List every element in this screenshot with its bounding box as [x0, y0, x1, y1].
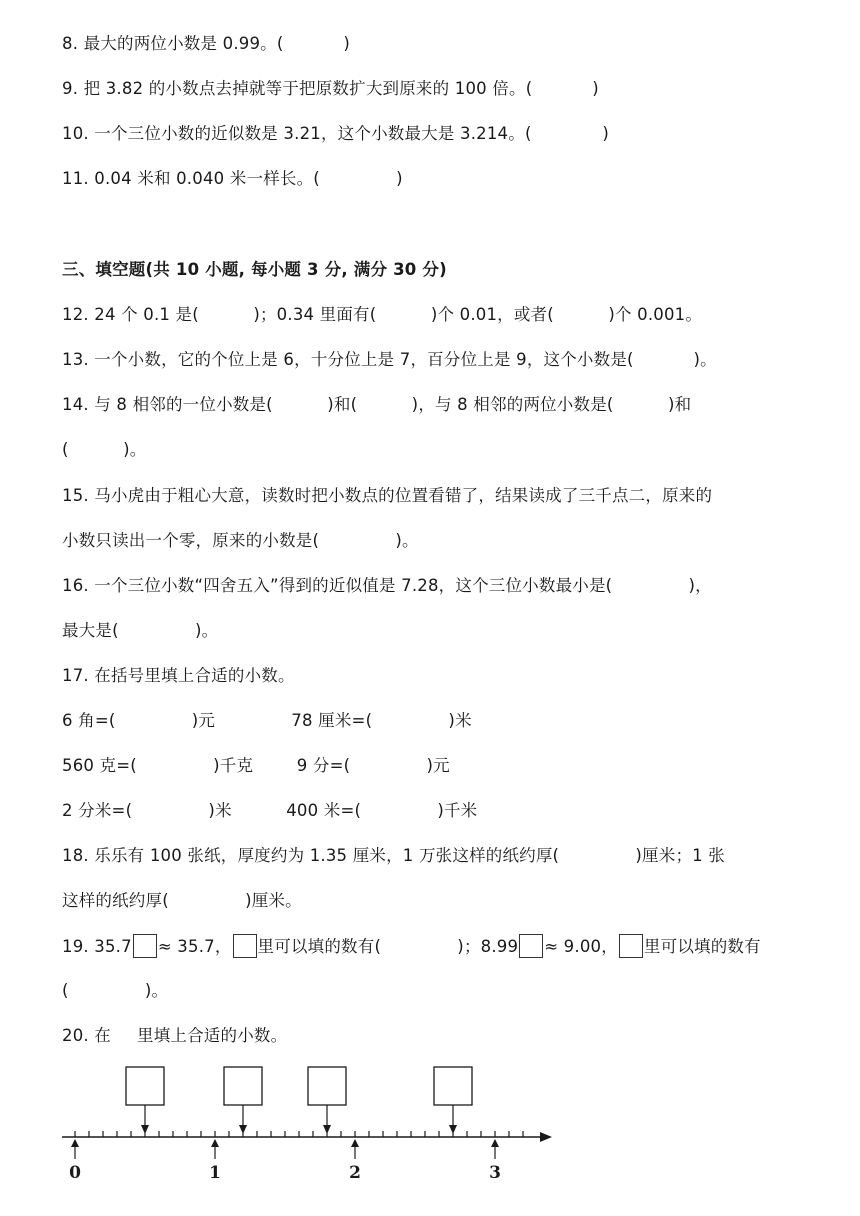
question-17-title: 17. 在括号里填上合适的小数。 — [62, 666, 295, 685]
integer-marker-arrowhead — [211, 1139, 219, 1147]
integer-marker-arrowhead — [71, 1139, 79, 1147]
question-15-line-1: 15. 马小虎由于粗心大意，读数时把小数点的位置看错了，结果读成了三千点二，原来的 — [62, 486, 713, 505]
number-line-arrowhead — [540, 1132, 552, 1142]
question-15-line-2: 小数只读出一个零，原来的小数是( )。 — [62, 531, 419, 550]
pointer-arrowhead — [239, 1125, 247, 1134]
q19-part-e: 里可以填的数有 — [643, 937, 761, 956]
answer-box-on-number-line — [126, 1067, 164, 1105]
pointer-arrowhead — [323, 1125, 331, 1134]
question-18-line-1: 18. 乐乐有 100 张纸，厚度约为 1.35 厘米，1 万张这样的纸约厚( )厘米；1 张 — [62, 846, 725, 865]
q19-part-a: 19. 35.7 — [62, 937, 132, 956]
pointer-arrowhead — [141, 1125, 149, 1134]
question-11: 11. 0.04 米和 0.040 米一样长。( ) — [62, 169, 403, 188]
q19-part-c: 里可以填的数有( )；8.99 — [257, 937, 519, 956]
pointer-arrowhead — [449, 1125, 457, 1134]
q20-part-b: 里填上合适的小数。 — [137, 1026, 288, 1045]
question-9: 9. 把 3.82 的小数点去掉就等于把原数扩大到原来的 100 倍。( ) — [62, 79, 599, 98]
number-line-label: 2 — [349, 1163, 361, 1183]
answer-box-on-number-line — [308, 1067, 346, 1105]
question-16-line-1: 16. 一个三位小数“四舍五入”得到的近似值是 7.28，这个三位小数最小是( )， — [62, 576, 712, 595]
answer-box-on-number-line — [224, 1067, 262, 1105]
question-14-line-2: ( )。 — [62, 440, 147, 459]
integer-marker-arrowhead — [491, 1139, 499, 1147]
question-16-line-2: 最大是( )。 — [62, 621, 219, 640]
question-12: 12. 24 个 0.1 是( )；0.34 里面有( )个 0.01，或者( )个 0.001。 — [62, 305, 703, 324]
question-17-row-3: 2 分米=( )米 400 米=( )千米 — [62, 801, 478, 820]
section-3-heading: 三、填空题(共 10 小题, 每小题 3 分, 满分 30 分) — [62, 260, 447, 279]
answer-box-on-number-line — [434, 1067, 472, 1105]
question-14-line-1: 14. 与 8 相邻的一位小数是( )和( )，与 8 相邻的两位小数是( )和 — [62, 395, 692, 414]
number-line-label: 0 — [69, 1163, 81, 1183]
q19-part-d: ≈ 9.00， — [544, 937, 618, 956]
question-18-line-2: 这样的纸约厚( )厘米。 — [62, 891, 302, 910]
question-17-row-1: 6 角=( )元 78 厘米=( )米 — [62, 711, 472, 730]
number-line-label: 3 — [489, 1163, 501, 1183]
question-19-line-2: ( )。 — [62, 981, 169, 1000]
question-8: 8. 最大的两位小数是 0.99。( ) — [62, 34, 351, 53]
q20-part-a: 20. 在 — [62, 1026, 111, 1045]
question-13: 13. 一个小数，它的个位上是 6，十分位上是 7，百分位上是 9，这个小数是( )。 — [62, 350, 717, 369]
q19-part-b: ≈ 35.7， — [157, 937, 232, 956]
question-17-row-2: 560 克=( )千克 9 分=( )元 — [62, 756, 450, 775]
integer-marker-arrowhead — [351, 1139, 359, 1147]
question-10: 10. 一个三位小数的近似数是 3.21，这个小数最大是 3.214。( ) — [62, 124, 610, 143]
number-line-label: 1 — [209, 1163, 221, 1183]
